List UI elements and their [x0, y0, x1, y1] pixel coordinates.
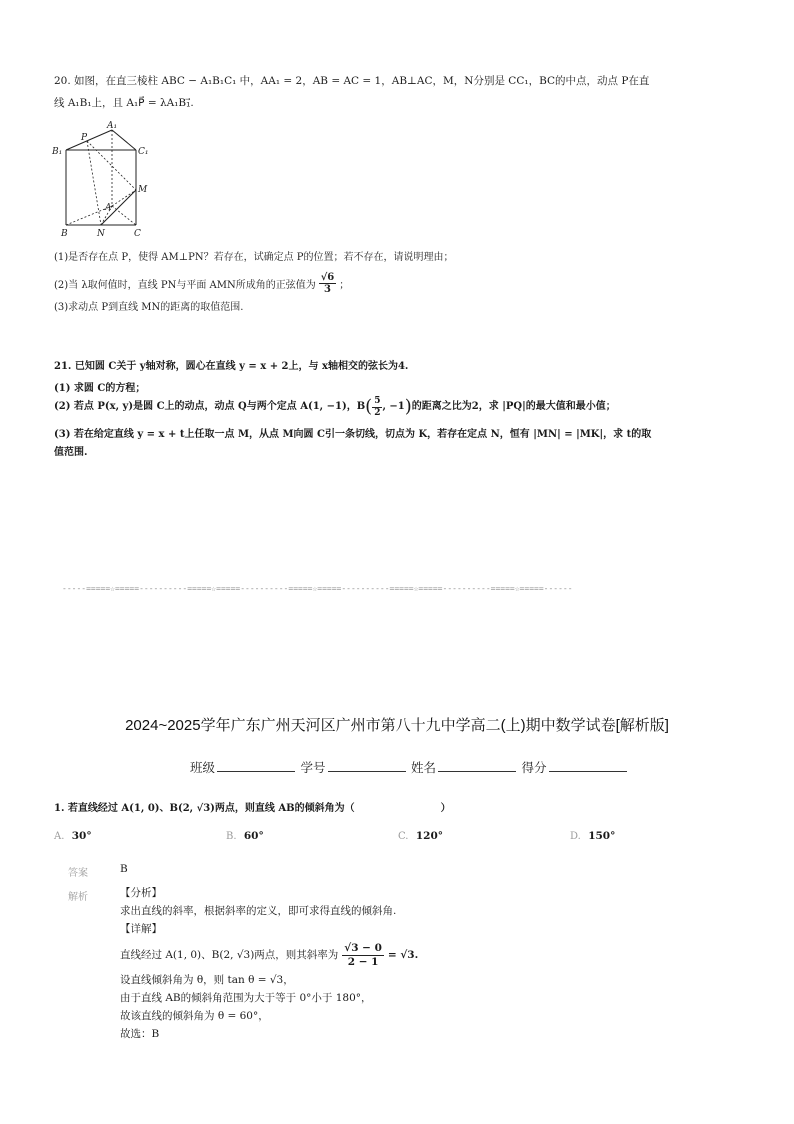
q21-point-tail: , −1	[382, 401, 405, 412]
detail-slope-line	[120, 940, 418, 970]
number-label: 学号	[300, 761, 326, 775]
option-d[interactable]	[570, 830, 615, 842]
option-letter: A.	[54, 831, 65, 842]
q1-stem-close: ）	[440, 803, 451, 814]
edge-ac	[112, 206, 136, 225]
label-n: N	[97, 229, 105, 239]
q20-part2-fraction	[319, 272, 337, 295]
fraction-denominator: 3	[324, 284, 331, 295]
number-blank[interactable]	[328, 759, 406, 772]
q1-stem-text: 1. 若直线经过 A(1, 0)、B	[54, 803, 178, 814]
label-b: B	[61, 229, 68, 239]
detail-angle-range: 由于直线 AB的倾斜角范围为大于等于 0°小于 180°，	[120, 992, 372, 1004]
q21-part2-end: 的距离之比为2，求 |PQ|的最大值和最小值；	[411, 401, 616, 412]
q20-stem-line1: 20. 如图，在直三棱柱 ABC − A₁B₁C₁ 中，AA₁ = 2，AB = AC = 1，AB⊥AC，M，N分别是 CC₁，BC的中点，动点 P在直	[54, 75, 650, 87]
option-letter: C.	[398, 831, 409, 842]
fraction-numerator: √3 − 0	[344, 941, 382, 954]
name-label: 姓名	[411, 761, 437, 775]
page-divider: -----=====☆=====----------=====☆=====----------=====☆=====----------=====☆=====----------=====☆=====------	[62, 584, 573, 593]
detail-angle-set: 设直线倾斜角为 θ，则 tan θ = √3，	[120, 974, 294, 986]
detail-choice: 故选：B	[120, 1028, 160, 1040]
name-blank[interactable]	[438, 759, 516, 772]
option-b[interactable]	[226, 830, 264, 842]
label-b1: B₁	[52, 147, 63, 157]
label-c: C	[134, 229, 141, 239]
q21-part3-line1: (3) 若在给定直线 y = x + t上任取一点 M，从点 M向圆 C引一条切线，切点为 K，若存在定点 N，恒有 |MN| = |MK|，求 t的取	[54, 429, 652, 440]
q20-part3: (3)求动点 P到直线 MN的距离的取值范围.	[54, 302, 244, 313]
score-label: 得分	[521, 761, 547, 775]
fraction-denominator: 2 − 1	[347, 955, 379, 968]
analysis-text: 求出直线的斜率，根据斜率的定义，即可求得直线的倾斜角.	[120, 905, 397, 917]
answer-label: 答案	[68, 868, 88, 879]
label-a: A	[105, 203, 112, 213]
edge-a1c1	[112, 130, 136, 150]
q20-part2-end: ；	[339, 280, 350, 291]
analysis-label: 解析	[68, 892, 88, 903]
fraction-numerator: 5	[374, 395, 381, 406]
q1-stem	[54, 798, 451, 820]
label-c1: C₁	[138, 147, 149, 157]
option-value: 30°	[71, 830, 92, 842]
prism-figure	[50, 118, 160, 240]
fraction-denominator: 2	[374, 407, 381, 418]
q1-stem-text-post: 两点，则直线 AB的倾斜角为（	[214, 803, 355, 814]
paren-open: (	[365, 396, 373, 417]
detail-slope-text: 直线经过 A(1, 0)、B(2, √3)两点，则其斜率为	[120, 948, 339, 961]
segment-am	[112, 190, 136, 206]
label-a1: A₁	[107, 121, 118, 131]
fraction-numerator: √6	[320, 272, 335, 283]
slope-result: = √3.	[387, 948, 419, 961]
q20-part2	[54, 272, 349, 295]
option-c[interactable]	[398, 830, 443, 842]
option-letter: D.	[570, 831, 581, 842]
segment-pm	[87, 141, 136, 190]
option-value: 120°	[415, 830, 443, 842]
edge-b1a1	[66, 130, 112, 150]
q21-stem: 21. 已知圆 C关于 y轴对称，圆心在直线 y = x + 2上，与 x轴相交的弦长为4.	[54, 361, 409, 372]
q21-part3-line2: 值范围.	[54, 447, 88, 458]
q20-part2-text: (2)当 λ取何值时，直线 PN与平面 AMN所成角的正弦值为	[54, 280, 316, 291]
label-p: P	[81, 133, 88, 143]
slope-fraction	[342, 942, 384, 969]
exam-title: 2024~2025学年广东广州天河区广州市第八十九中学高二(上)期中数学试卷[解析版]	[125, 717, 669, 734]
q1-stem-point: (2, √3)	[177, 803, 215, 814]
analysis-heading: 【分析】	[120, 887, 162, 899]
option-a[interactable]	[54, 830, 92, 842]
q21-fraction	[372, 396, 382, 419]
detail-angle-result: 故该直线的倾斜角为 θ = 60°，	[120, 1010, 269, 1022]
answer-value: B	[120, 863, 128, 875]
score-blank[interactable]	[549, 759, 627, 772]
paren-close: )	[404, 396, 412, 417]
class-blank[interactable]	[217, 759, 295, 772]
option-letter: B.	[226, 831, 237, 842]
q21-part2-text: (2) 若点 P(x, y)是圆 C上的动点，动点 Q与两个定点 A(1, −1)，B	[54, 401, 366, 412]
q20-part1: (1)是否存在点 P，使得 AM⊥PN？若存在，试确定点 P的位置；若不存在，请说明理由；	[54, 252, 454, 263]
detail-heading: 【详解】	[120, 923, 162, 935]
option-value: 150°	[588, 830, 616, 842]
option-value: 60°	[243, 830, 264, 842]
class-label: 班级	[190, 761, 216, 775]
student-info-line	[190, 758, 629, 776]
q20-stem-line2: 线 A₁B₁上，且 A₁P⃗ = λA₁B₁⃗.	[54, 97, 194, 109]
label-m: M	[138, 185, 148, 195]
q21-part1: (1) 求圆 C的方程；	[54, 383, 146, 394]
q21-part2	[54, 394, 616, 420]
segment-pn	[87, 141, 101, 225]
